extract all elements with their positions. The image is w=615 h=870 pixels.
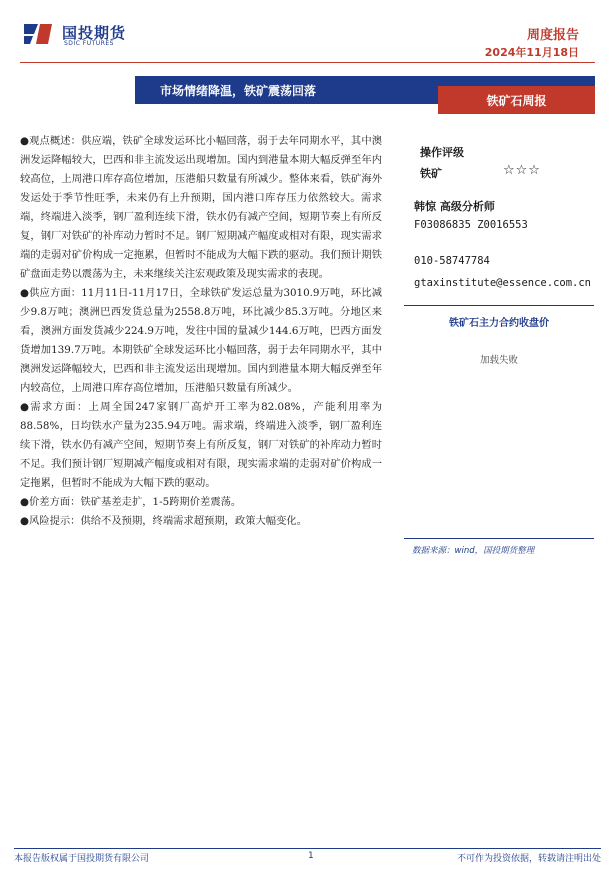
paragraph-overview: ●观点概述：供应端，铁矿全球发运环比小幅回落，弱于去年同期水平，其中澳洲发运降幅较大，巴西和非主流发运出现增加。国内到港量本期大幅反弹至年内较高位，上周港口库存高位增加，压港船只数量有所减少。整体来看，铁矿海外发运处于季节性旺季，未来仍有上升预期，国内港口库存压力依然较大。需求端，终端进入淡季，钢厂盈利连续下滑，铁水仍有减产空间，短期节奏上有所反复，钢厂对铁矿的补库动力暂时不足。钢厂短期减产幅度或相对有限，现实需求端的走弱对矿价构成一定拖累，但暂时不能成为大幅下跌的驱动。我们预计期铁矿盘面走势以震荡为主，未来继续关注宏观政策及现实需求的表现。	[20, 135, 382, 280]
analyst-email: gtaxinstitute@essence.com.cn	[414, 277, 592, 289]
main-content	[20, 132, 382, 531]
chart-top-divider	[404, 305, 594, 306]
footer-divider	[14, 848, 601, 849]
chart-title: 铁矿石主力合约收盘价	[449, 318, 549, 329]
chart-bottom-divider	[404, 538, 594, 539]
footer-disclaimer: 不可作为投资依据，转载请注明出处	[456, 854, 601, 864]
analyst-name: 韩惊 高级分析师	[414, 200, 495, 213]
paragraph-risk: ●风险提示：供给不及预期，终端需求超预期，政策大幅变化。	[20, 515, 307, 527]
report-date: 2024年11月18日	[484, 46, 579, 59]
logo-english-name: SDIC FUTURES	[64, 40, 114, 47]
company-logo	[20, 20, 150, 50]
logo-name: 国投期货	[62, 24, 127, 42]
chart-area	[404, 332, 594, 537]
paragraph-spread: ●价差方面：铁矿基差走扩，1-5跨期价差震荡。	[20, 496, 242, 508]
chart-source: 数据来源：wind，国投期货整理	[412, 546, 535, 556]
analyst-cert: F03086835 Z0016553	[414, 219, 528, 231]
paragraph-supply: ●供应方面：11月11日-11月17日，全球铁矿发运总量为3010.9万吨，环比减少9.8万吨；澳洲巴西发货总量为2558.8万吨，环比减少85.3万吨。分地区来看，澳洲方面发货减少224.9万吨，发往中国的量减少144.6万吨，巴西方面发货增加139.7万吨。本期铁矿全球发运环比小幅回落，弱于去年同期水平，其中澳洲发运降幅较大，巴西和非主流发运出现增加。国内到港量本期大幅反弹至年内较高位，上周港口库存高位增加，压港船只数量有所减少。	[20, 287, 382, 394]
report-tag	[438, 86, 595, 114]
analyst-phone: 010-58747784	[414, 255, 490, 267]
rating-stars: ☆☆☆	[503, 163, 541, 178]
header-divider	[20, 62, 595, 63]
report-type: 周度报告	[526, 28, 579, 43]
chart-placeholder: 加载失败	[479, 355, 518, 366]
report-title: 市场情绪降温，铁矿震荡回落	[160, 84, 317, 98]
page-number: 1	[308, 851, 314, 861]
logo-mark-icon	[20, 20, 56, 48]
footer-copyright: 本报告版权属于国投期货有限公司	[14, 854, 150, 864]
rating-label: 操作评级	[420, 146, 464, 159]
paragraph-demand: ●需求方面：上周全国247家钢厂高炉开工率为82.08%，产能利用率为88.58%，日均铁水产量为235.94万吨。需求端，终端进入淡季，钢厂盈利连续下滑，铁水仍有减产空间，短期节奏上有所反复，钢厂对铁矿的补库动力暂时不足。我们预计钢厂短期减产幅度或相对有限，现实需求端的走弱对矿价构成一定拖累，但暂时不能成为大幅下跌的驱动。	[20, 401, 382, 489]
rating-item: 铁矿	[420, 167, 442, 180]
report-tag-label: 铁矿石周报	[486, 94, 547, 108]
